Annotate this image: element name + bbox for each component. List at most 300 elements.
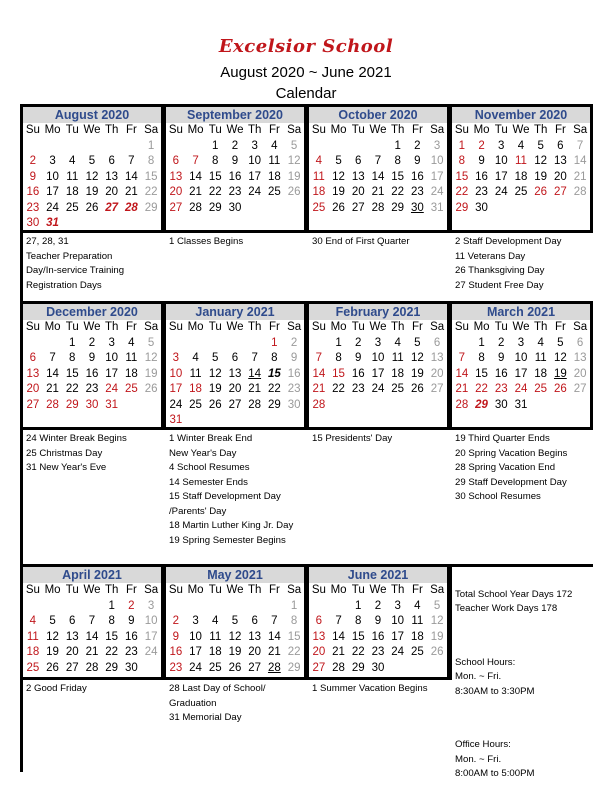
weekday-label: We [226, 321, 244, 334]
empty-day [166, 599, 186, 615]
day-number: 21 [248, 383, 262, 396]
day-number: 6 [251, 615, 258, 628]
day-number: 3 [433, 139, 441, 152]
day-number: 3 [394, 599, 401, 612]
day-number: 9 [478, 155, 485, 168]
month-title: October 2020 [309, 107, 447, 123]
day-number: 30 [475, 201, 488, 214]
day-number: 6 [231, 352, 239, 365]
day-number: 30 [85, 398, 99, 411]
day-number: 22 [65, 383, 79, 396]
month-title: March 2021 [452, 304, 590, 320]
day-number: 9 [414, 155, 421, 168]
weekday-label: Th [390, 124, 405, 137]
day-number: 30 [124, 661, 138, 674]
day-number: 28 [189, 201, 202, 214]
empty-day [205, 599, 225, 615]
day-number: 27 [65, 661, 79, 674]
day-number: 7 [335, 615, 342, 628]
day-number: 7 [576, 139, 584, 152]
day-number: 23 [475, 186, 488, 199]
day-number: 21 [573, 170, 587, 183]
day-number: 27 [312, 661, 326, 674]
day-number: 13 [573, 352, 587, 365]
empty-day [348, 139, 368, 155]
day-number: 25 [124, 383, 138, 396]
month-notes: 1 Winter Break End New Year's Day 4 School Resumes 14 Semester Ends 15 Staff Development Day /Parents' Day 18 Martin Luther King Jr. Day 19 Spring Semester Begins [166, 430, 310, 564]
month-days-table [23, 123, 161, 230]
weekday-label: Fr [268, 124, 280, 137]
day-number: 1 [335, 336, 342, 349]
day-number: 19 [228, 646, 242, 659]
day-number: 15 [475, 367, 488, 380]
month-days-table [309, 123, 447, 216]
day-number: 16 [124, 630, 138, 643]
weekday-label: Sa [430, 321, 445, 334]
day-number: 25 [65, 201, 79, 214]
day-number: 22 [475, 383, 488, 396]
day-number: 6 [355, 155, 362, 168]
day-number: 17 [391, 630, 405, 643]
weekday-label: Fr [125, 584, 137, 597]
day-number: 15 [332, 367, 345, 380]
day-number: 8 [69, 352, 76, 365]
month-days-table [166, 123, 304, 216]
day-number: 28 [124, 201, 138, 214]
empty-day [225, 599, 245, 615]
day-number: 23 [85, 383, 99, 396]
day-number: 1 [355, 599, 362, 612]
month-calendar [166, 107, 304, 230]
day-number: 19 [553, 367, 567, 380]
day-number: 28 [332, 661, 345, 674]
weekday-label: Tu [494, 321, 508, 334]
day-number: 19 [410, 367, 424, 380]
day-number: 3 [498, 139, 505, 152]
day-number: 25 [208, 661, 222, 674]
day-number: 17 [105, 367, 119, 380]
day-number: 11 [534, 352, 547, 365]
empty-day [82, 599, 102, 615]
day-number: 21 [455, 383, 469, 396]
day-number: 22 [455, 186, 469, 199]
day-number: 2 [478, 139, 485, 152]
day-number: 24 [169, 398, 183, 411]
day-number: 4 [128, 336, 135, 349]
day-number: 4 [69, 155, 76, 168]
day-number: 21 [371, 186, 385, 199]
day-number: 11 [411, 615, 424, 628]
day-number: 6 [315, 615, 323, 628]
month-calendar [166, 567, 304, 677]
day-number: 26 [208, 398, 222, 411]
day-number: 8 [108, 615, 115, 628]
empty-day [166, 336, 186, 352]
day-number: 31 [430, 201, 444, 214]
day-number: 7 [192, 155, 199, 168]
day-number: 16 [410, 170, 424, 183]
day-number: 16 [26, 186, 40, 199]
day-number: 3 [192, 615, 199, 628]
month-title: May 2021 [166, 567, 304, 583]
day-number: 13 [248, 630, 262, 643]
day-number: 11 [66, 170, 79, 183]
day-number: 30 [410, 201, 424, 214]
day-number: 10 [430, 155, 444, 168]
day-number: 26 [410, 383, 424, 396]
day-number: 21 [267, 646, 281, 659]
day-number: 7 [374, 155, 382, 168]
day-number: 13 [65, 630, 79, 643]
weekday-label: Su [311, 124, 326, 137]
day-number: 7 [315, 352, 323, 365]
weekday-label: Tu [351, 124, 365, 137]
month-calendar [166, 304, 304, 427]
day-number: 20 [65, 646, 79, 659]
day-number: 12 [287, 155, 301, 168]
day-number: 24 [514, 383, 528, 396]
day-number: 8 [394, 155, 401, 168]
day-number: 28 [267, 661, 281, 674]
school-name: Excelsior School [218, 36, 394, 57]
weekday-label: Sa [573, 321, 588, 334]
weekday-label: Th [533, 321, 548, 334]
day-number: 24 [46, 201, 59, 214]
weekday-label: Th [104, 124, 119, 137]
day-number: 22 [287, 646, 301, 659]
weekday-label: Su [311, 584, 326, 597]
day-number: 8 [478, 352, 485, 365]
day-number: 11 [189, 367, 202, 380]
day-number: 6 [29, 352, 37, 365]
day-number: 22 [267, 383, 281, 396]
empty-day [205, 336, 225, 352]
day-number: 1 [394, 139, 401, 152]
day-number: 16 [287, 367, 301, 380]
weekday-label: Su [168, 124, 183, 137]
day-number: 23 [371, 646, 385, 659]
day-number: 9 [231, 155, 239, 168]
empty-day [245, 599, 265, 615]
day-number: 28 [85, 661, 99, 674]
weekday-label: Sa [287, 124, 302, 137]
day-number: 26 [553, 383, 567, 396]
month-calendar [23, 304, 161, 427]
weekday-label: Su [168, 321, 183, 334]
day-number: 19 [85, 186, 99, 199]
day-number: 11 [209, 630, 222, 643]
day-number: 21 [332, 646, 345, 659]
summary-panel [452, 567, 596, 781]
calendar-subtitle: Calendar [275, 85, 337, 102]
day-number: 15 [267, 367, 281, 380]
day-number: 16 [169, 646, 183, 659]
day-number: 11 [514, 155, 527, 168]
day-number: 11 [26, 630, 39, 643]
day-number: 2 [498, 336, 505, 349]
day-number: 9 [498, 352, 505, 365]
day-number: 12 [228, 630, 242, 643]
day-number: 18 [65, 186, 79, 199]
weekday-label: We [512, 321, 530, 334]
day-number: 24 [371, 383, 385, 396]
month-calendar [23, 107, 161, 230]
day-number: 28 [573, 186, 587, 199]
month-notes: 15 Presidents' Day [309, 430, 453, 564]
day-number: 25 [391, 383, 405, 396]
empty-day [166, 139, 186, 155]
weekday-label: Th [247, 124, 262, 137]
day-number: 5 [88, 155, 96, 168]
day-number: 15 [455, 170, 469, 183]
weekday-label: Fr [411, 584, 423, 597]
empty-day [43, 139, 63, 155]
day-number: 8 [290, 615, 298, 628]
day-number: 9 [374, 615, 382, 628]
weekday-label: Tu [494, 124, 508, 137]
weekday-label: Fr [411, 321, 423, 334]
day-number: 12 [534, 155, 548, 168]
day-number: 29 [455, 201, 469, 214]
school-hours-text: School Hours: Mon. ~ Fri. 8:30AM to 3:30PM [455, 656, 535, 697]
month-days-table [166, 583, 304, 677]
day-number: 20 [573, 367, 587, 380]
day-number: 19 [144, 367, 158, 380]
day-number: 1 [478, 336, 485, 349]
day-number: 5 [212, 352, 219, 365]
day-number: 21 [189, 186, 202, 199]
day-number: 10 [391, 615, 405, 628]
day-number: 17 [46, 186, 59, 199]
day-number: 10 [494, 155, 508, 168]
day-number: 7 [128, 155, 135, 168]
day-number: 6 [557, 139, 564, 152]
day-number: 5 [537, 139, 544, 152]
weekday-label: Mo [473, 321, 490, 334]
month-title: February 2021 [309, 304, 447, 320]
weekday-label: We [83, 321, 101, 334]
month-title: September 2020 [166, 107, 304, 123]
weekday-label: We [83, 124, 101, 137]
day-number: 2 [88, 336, 96, 349]
day-number: 11 [125, 352, 138, 365]
weekday-label: Mo [44, 321, 61, 334]
day-number: 19 [430, 630, 444, 643]
day-number: 1 [108, 599, 115, 612]
weekday-label: We [369, 321, 387, 334]
month-notes: 1 Summer Vacation Begins [309, 680, 453, 773]
day-number: 27 [169, 201, 183, 214]
month-days-table [166, 320, 304, 427]
day-number: 27 [573, 383, 587, 396]
day-number: 9 [88, 352, 96, 365]
day-number: 3 [374, 336, 382, 349]
day-number: 9 [172, 630, 180, 643]
weekday-label: Su [168, 584, 183, 597]
day-number: 20 [430, 367, 444, 380]
day-number: 7 [251, 352, 258, 365]
empty-day [23, 599, 43, 615]
day-number: 4 [537, 336, 544, 349]
day-number: 20 [169, 186, 183, 199]
day-number: 3 [147, 599, 155, 612]
weekday-label: Su [311, 321, 326, 334]
office-hours-text: Office Hours: Mon. ~ Fri. 8:00AM to 5:00PM [455, 739, 535, 779]
day-number: 16 [85, 367, 99, 380]
day-number: 17 [248, 170, 262, 183]
day-number: 15 [144, 170, 158, 183]
day-number: 11 [391, 352, 404, 365]
month-notes: 30 End of First Quarter [309, 233, 453, 301]
weekday-label: Mo [473, 124, 490, 137]
month-title: December 2020 [23, 304, 161, 320]
weekday-label: Tu [208, 584, 222, 597]
day-number: 8 [212, 155, 219, 168]
weekday-label: Fr [554, 124, 566, 137]
day-number: 13 [26, 367, 40, 380]
weekday-label: We [226, 124, 244, 137]
day-number: 29 [208, 201, 222, 214]
day-number: 26 [534, 186, 548, 199]
month-notes: 19 Third Quarter Ends 20 Spring Vacation Begins 28 Spring Vacation End 29 Staff Development Day 30 School Resumes [452, 430, 596, 564]
day-number: 2 [29, 155, 37, 168]
day-number: 4 [414, 599, 421, 612]
weekday-label: Sa [287, 321, 302, 334]
empty-day [329, 139, 349, 155]
weekday-label: Th [247, 584, 262, 597]
day-number: 12 [144, 352, 158, 365]
day-number: 7 [49, 352, 56, 365]
day-number: 20 [351, 186, 365, 199]
month-notes: 2 Staff Development Day 11 Veterans Day 26 Thanksgiving Day 27 Student Free Day [452, 233, 596, 301]
day-number: 29 [65, 398, 79, 411]
day-number: 18 [208, 646, 222, 659]
day-number: 24 [248, 186, 262, 199]
day-number: 10 [248, 155, 262, 168]
weekday-label: We [83, 584, 101, 597]
day-number: 12 [46, 630, 59, 643]
month-days-table [452, 320, 590, 413]
weekday-label: Su [25, 124, 40, 137]
weekday-label: Fr [268, 584, 280, 597]
day-number: 13 [430, 352, 444, 365]
weekday-label: Sa [144, 124, 159, 137]
weekday-label: Sa [287, 584, 302, 597]
empty-day [43, 336, 63, 352]
day-number: 20 [248, 646, 262, 659]
day-number: 23 [124, 646, 138, 659]
day-number: 10 [371, 352, 385, 365]
day-number: 17 [144, 630, 158, 643]
totals-text: Total School Year Days 172 Teacher Work Days 178 [455, 588, 573, 614]
month-title: June 2021 [309, 567, 447, 583]
day-number: 19 [332, 186, 345, 199]
weekday-label: We [512, 124, 530, 137]
day-number: 1 [271, 336, 278, 349]
day-number: 13 [105, 170, 119, 183]
day-number: 21 [312, 383, 326, 396]
day-number: 3 [251, 139, 258, 152]
day-number: 8 [335, 352, 342, 365]
day-number: 24 [391, 646, 405, 659]
day-number: 26 [332, 201, 345, 214]
day-number: 2 [290, 336, 298, 349]
day-number: 4 [517, 139, 525, 152]
day-number: 23 [287, 383, 301, 396]
day-number: 20 [553, 170, 567, 183]
weekday-label: Tu [351, 321, 365, 334]
day-number: 3 [108, 336, 115, 349]
month-notes: 24 Winter Break Begins 25 Christmas Day 31 New Year's Eve [23, 430, 167, 564]
day-number: 2 [128, 599, 135, 612]
day-number: 17 [189, 646, 202, 659]
day-number: 17 [514, 367, 528, 380]
day-number: 9 [290, 352, 298, 365]
day-number: 18 [514, 170, 528, 183]
day-number: 17 [494, 170, 508, 183]
day-number: 19 [208, 383, 222, 396]
day-number: 22 [144, 186, 158, 199]
empty-day [309, 336, 329, 352]
day-number: 23 [169, 661, 183, 674]
day-number: 14 [332, 630, 345, 643]
weekday-label: Sa [573, 124, 588, 137]
day-number: 23 [351, 383, 365, 396]
weekday-label: Su [454, 124, 469, 137]
weekday-label: Su [25, 321, 40, 334]
day-number: 29 [267, 398, 281, 411]
day-number: 6 [576, 336, 584, 349]
month-calendar [309, 567, 447, 677]
empty-day [225, 336, 245, 352]
day-number: 16 [228, 170, 242, 183]
weekday-label: We [369, 124, 387, 137]
empty-day [329, 599, 349, 615]
day-number: 27 [248, 661, 262, 674]
weekday-label: Mo [187, 124, 204, 137]
day-number: 29 [391, 201, 405, 214]
day-number: 16 [475, 170, 488, 183]
day-number: 28 [312, 398, 326, 411]
day-number: 11 [312, 170, 325, 183]
day-number: 18 [534, 367, 548, 380]
empty-day [23, 139, 43, 155]
month-calendar [309, 107, 447, 230]
month-days-table [23, 583, 161, 676]
day-number: 21 [124, 186, 138, 199]
day-number: 21 [46, 383, 59, 396]
day-number: 2 [374, 599, 382, 612]
day-number: 3 [172, 352, 180, 365]
day-number: 26 [287, 186, 301, 199]
day-number: 27 [228, 398, 242, 411]
weekday-label: We [226, 584, 244, 597]
day-number: 26 [228, 661, 242, 674]
weekday-label: Tu [351, 584, 365, 597]
weekday-label: Mo [187, 321, 204, 334]
day-number: 19 [287, 170, 301, 183]
day-number: 13 [169, 170, 183, 183]
weekday-label: Tu [208, 321, 222, 334]
day-number: 12 [553, 352, 567, 365]
day-number: 26 [144, 383, 158, 396]
day-number [166, 676, 186, 677]
day-number: 29 [105, 661, 119, 674]
month-calendar [452, 107, 590, 230]
day-number: 15 [391, 170, 405, 183]
weekday-label: Fr [554, 321, 566, 334]
day-number: 10 [144, 615, 158, 628]
